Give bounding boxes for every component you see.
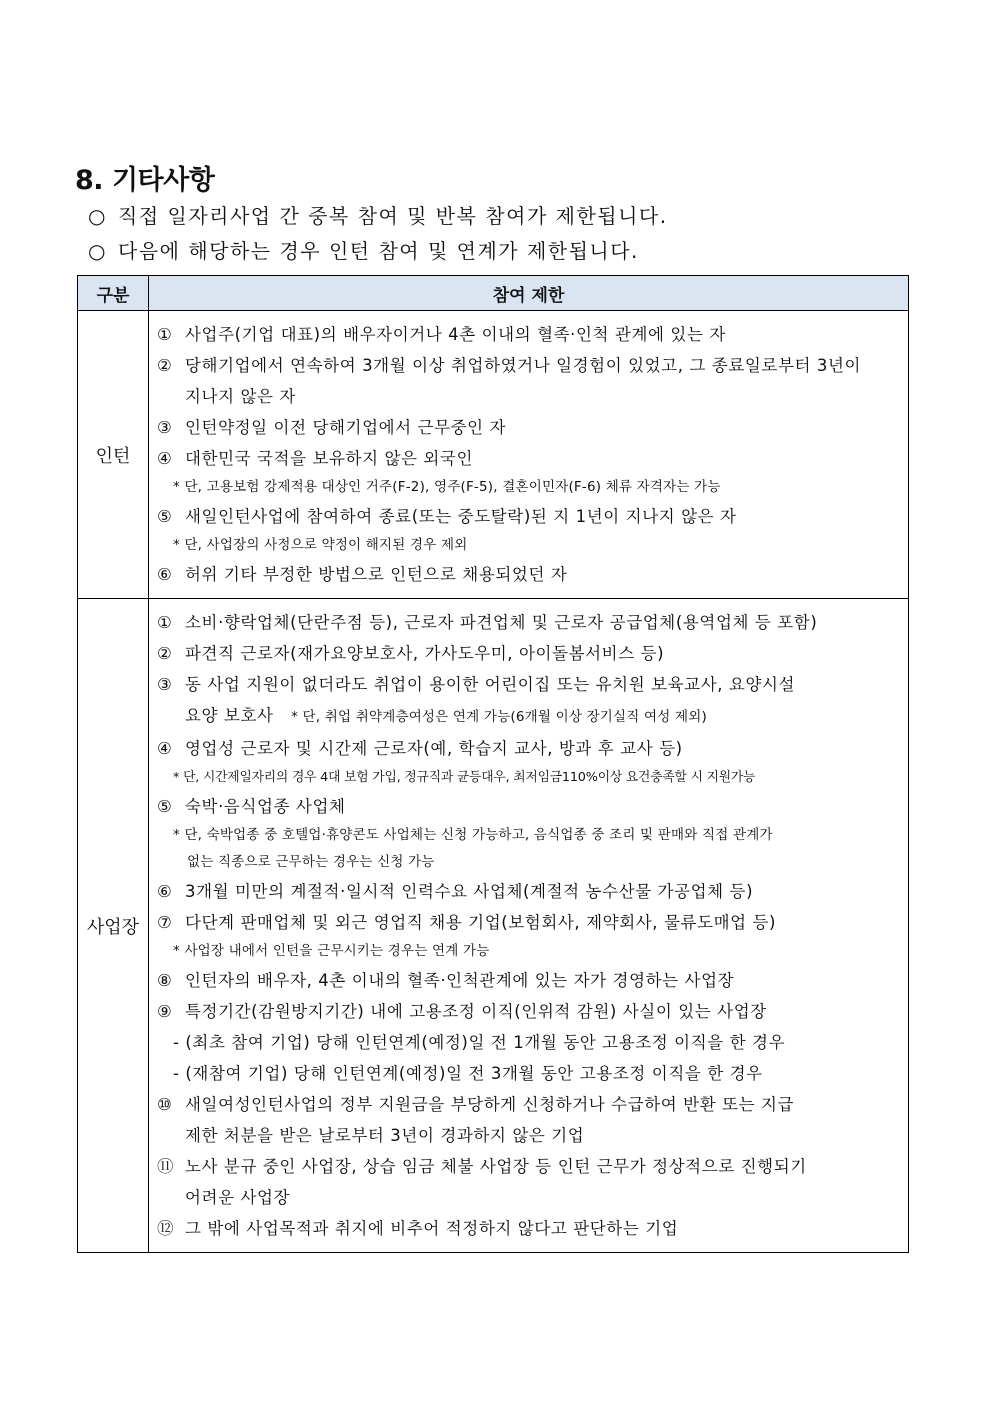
list-item: ⑥ 3개월 미만의 계절적·일시적 인력수요 사업체(계절적 농수산물 가공업체 등): [157, 882, 754, 901]
list-item-continuation: 지나지 않은 자: [185, 387, 296, 406]
header-restriction: 참여 제한: [149, 276, 909, 311]
list-item-continuation: 제한 처분을 받은 날로부터 3년이 경과하지 않은 기업: [185, 1126, 585, 1145]
list-note-inline: * 단, 취업 취약계층여성은 연계 가능(6개월 이상 장기실직 여성 제외): [291, 709, 707, 725]
table-row-intern: [78, 311, 909, 599]
list-item: ① 소비·향락업체(단란주점 등), 근로자 파견업체 및 근로자 공급업체(용역업체 등 포함): [157, 613, 818, 632]
bullet-intern-restriction: [88, 235, 639, 264]
bullet-duplicate-restriction: [88, 200, 668, 229]
section-title: 8. 기타사항: [75, 165, 215, 196]
list-item: ⑪ 노사 분규 중인 사업장, 상습 임금 체불 사업장 등 인턴 근무가 정상적으로 진행되기: [157, 1157, 807, 1176]
list-item: ② 파견직 근로자(재가요양보호사, 가사도우미, 아이돌봄서비스 등): [157, 644, 665, 663]
list-subitem: - (재참여 기업) 당해 인턴연계(예정)일 전 3개월 동안 고용조정 이직을 한 경우: [173, 1064, 763, 1083]
list-item: ⑤ 숙박·음식업종 사업체: [157, 797, 346, 816]
bullet-text: 직접 일자리사업 간 중복 참여 및 반복 참여가 제한됩니다.: [118, 204, 668, 228]
table-row-workplace: [78, 599, 909, 1253]
list-item: ③ 인턴약정일 이전 당해기업에서 근무중인 자: [157, 418, 507, 437]
intern-restrictions: [149, 311, 909, 599]
list-note: * 단, 숙박업종 중 호텔업·휴양콘도 사업체는 신청 가능하고, 음식업종 중 조리 및 판매와 직접 관계가 없는 직종으로 근무하는 경우는 신청 가능: [173, 827, 773, 870]
list-item: ⑦ 다단계 판매업체 및 외근 영업직 채용 기업(보험회사, 제약회사, 물류도매업 등): [157, 913, 777, 932]
list-subitem: - (최초 참여 기업) 당해 인턴연계(예정)일 전 1개월 동안 고용조정 이직을 한 경우: [173, 1033, 786, 1052]
restriction-table: [77, 275, 909, 1253]
category-workplace: 사업장: [78, 599, 149, 1253]
list-note: * 사업장 내에서 인턴을 근무시키는 경우는 연계 가능: [173, 943, 490, 959]
list-note: * 단, 시간제일자리의 경우 4대 보험 가입, 정규직과 균등대우, 최저임금110%이상 요건충족할 시 지원가능: [173, 770, 756, 785]
circle-bullet-icon: ○: [88, 239, 107, 263]
list-note: * 단, 고용보험 강제적용 대상인 거주(F-2), 영주(F-5), 결혼이민자(F-6) 체류 자격자는 가능: [173, 479, 721, 495]
list-item: ⑫ 그 밖에 사업목적과 취지에 비추어 적정하지 않다고 판단하는 기업: [157, 1219, 679, 1238]
list-item-continuation: 어려운 사업장: [185, 1188, 291, 1207]
list-item: ④ 대한민국 국적을 보유하지 않은 외국인: [157, 449, 474, 468]
list-item: ② 당해기업에서 연속하여 3개월 이상 취업하였거나 일경험이 있었고, 그 종료일로부터 3년이: [157, 356, 862, 375]
category-intern: 인턴: [78, 311, 149, 599]
list-note: * 단, 사업장의 사정으로 약정이 해지된 경우 제외: [173, 537, 468, 553]
list-item: ⑧ 인턴자의 배우자, 4촌 이내의 혈족·인척관계에 있는 자가 경영하는 사업장: [157, 971, 735, 990]
list-item: ① 사업주(기업 대표)의 배우자이거나 4촌 이내의 혈족·인척 관계에 있는 자: [157, 325, 726, 344]
list-item-continuation: 요양 보호사 * 단, 취업 취약계층여성은 연계 가능(6개월 이상 장기실직 여성 제외): [185, 706, 707, 725]
header-category: 구분: [78, 276, 149, 311]
bullet-text: 다음에 해당하는 경우 인턴 참여 및 연계가 제한됩니다.: [118, 239, 639, 263]
circle-bullet-icon: ○: [88, 204, 107, 228]
list-item: ④ 영업성 근로자 및 시간제 근로자(예, 학습지 교사, 방과 후 교사 등): [157, 739, 683, 758]
list-item: ③ 동 사업 지원이 없더라도 취업이 용이한 어린이집 또는 유치원 보육교사, 요양시설: [157, 675, 796, 694]
workplace-restrictions: [149, 599, 909, 1253]
list-item: ⑥ 허위 기타 부정한 방법으로 인턴으로 채용되었던 자: [157, 565, 568, 584]
list-item: ⑨ 특정기간(감원방지기간) 내에 고용조정 이직(인위적 감원) 사실이 있는 사업장: [157, 1002, 767, 1021]
list-item: ⑤ 새일인턴사업에 참여하여 종료(또는 중도탈락)된 지 1년이 지나지 않은 자: [157, 507, 737, 526]
list-item: ⑩ 새일여성인턴사업의 정부 지원금을 부당하게 신청하거나 수급하여 반환 또는 지급: [157, 1095, 795, 1114]
